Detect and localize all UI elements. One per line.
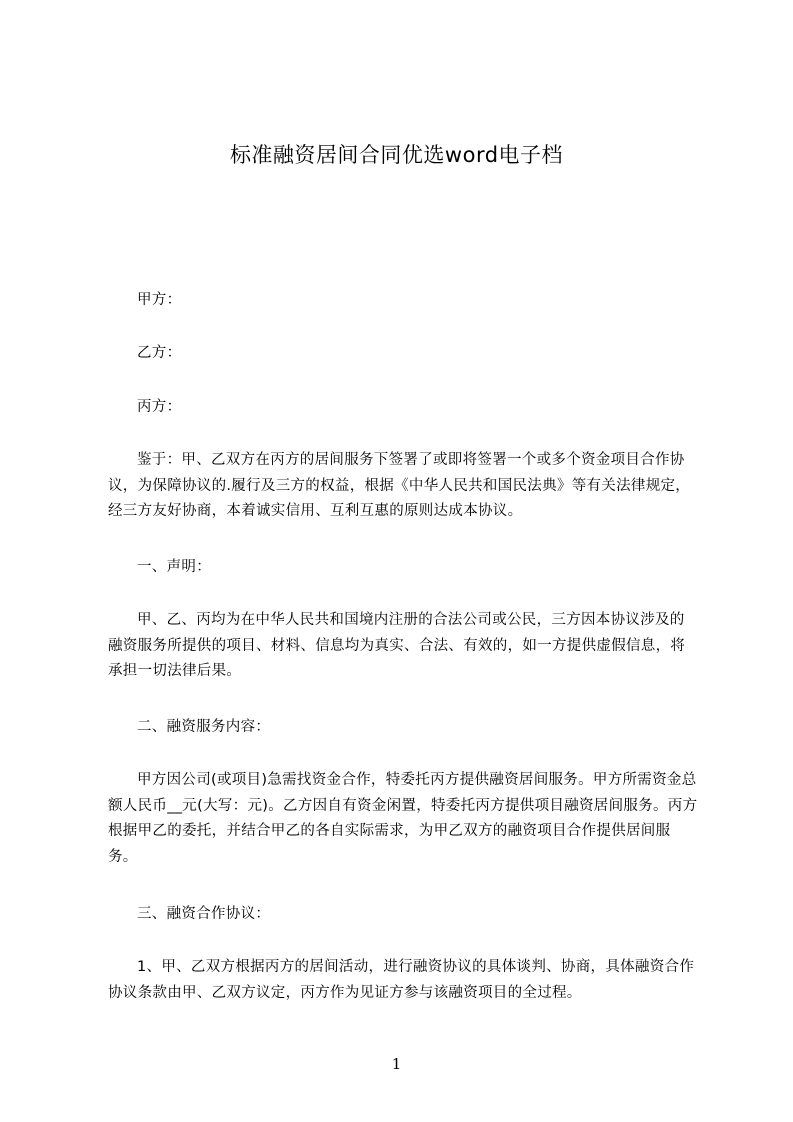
section-3-heading: 三、融资合作协议：: [137, 906, 271, 922]
party-a-label: 甲方：: [137, 292, 182, 308]
party-c-label: 丙方：: [137, 399, 182, 415]
document-title: 标准融资居间合同优选word电子档: [229, 143, 564, 167]
page-number: 1: [391, 1055, 402, 1073]
party-b-label: 乙方：: [137, 345, 182, 361]
section-2-heading: 二、融资服务内容：: [137, 719, 271, 735]
section-1-body: 甲、乙、丙均为在中华人民共和国境内注册的合法公司或公民，三方因本协议涉及的融资服务所提供的项目、材料、信息均为真实、合法、有效的，如一方提供虚假信息，将承担一切法律后果。: [108, 612, 686, 679]
section-3-item-1: 1、甲、乙双方根据丙方的居间活动，进行融资协议的具体谈判、协商，具体融资合作协议条款由甲、乙双方议定，丙方作为见证方参与该融资项目的全过程。: [108, 959, 695, 1001]
preamble-paragraph: 鉴于：甲、乙双方在丙方的居间服务下签署了或即将签署一个或多个资金项目合作协议，为保障协议的.履行及三方的权益，根据《中华人民共和国民法典》等有关法律规定，经三方友好协商，本着诚实信用、互利互惠的原则达成本协议。: [108, 452, 691, 519]
section-2-body: 甲方因公司(或项目)急需找资金合作，特委托丙方提供融资居间服务。甲方所需资金总额人民币__元(大写：元)。乙方因自有资金闲置，特委托丙方提供项目融资居间服务。丙方根据甲乙的委托，并结合甲乙的各自实际需求，为甲乙双方的融资项目合作提供居间服务。: [108, 772, 698, 865]
section-1-heading: 一、声明：: [137, 559, 211, 575]
